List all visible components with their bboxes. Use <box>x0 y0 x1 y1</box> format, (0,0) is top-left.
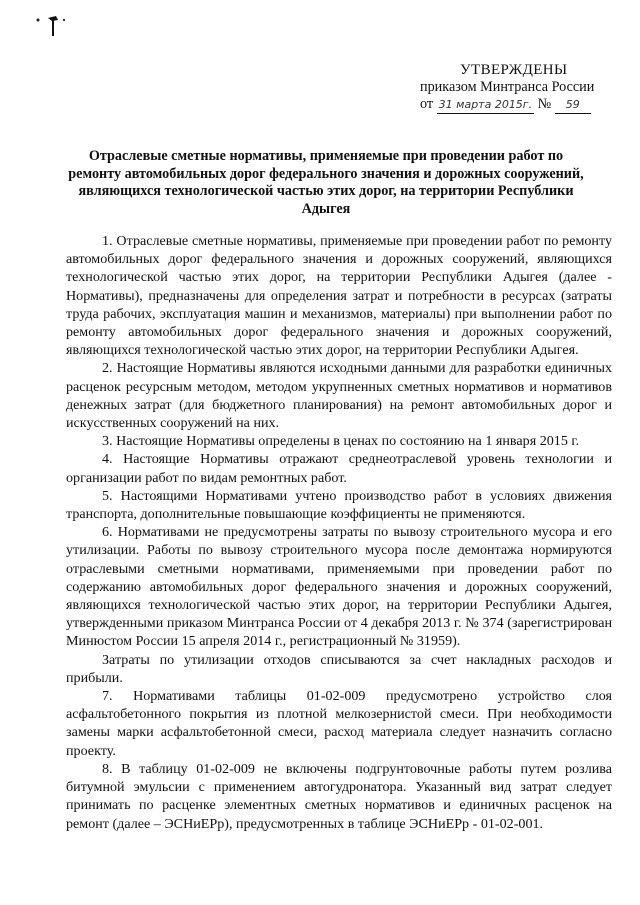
scan-marks <box>34 14 74 44</box>
document-title: Отраслевые сметные нормативы, применяемые при проведении работ по ремонту автомобильных дорог федерального значения и дорожных сооружений, являющихся технологической частью этих дорог, на территории Республики Адыгея <box>68 148 584 217</box>
document-body <box>66 232 612 833</box>
approval-date-line <box>420 96 620 114</box>
scan-mark-icon <box>34 14 74 44</box>
number-prefix: № <box>537 96 552 112</box>
handwritten-number: 59 <box>555 96 591 114</box>
paragraph-6: 6. Нормативами не предусмотрены затраты по вывозу строительного мусора и его утилизации. Работы по вывозу строительного мусора после демонтажа нормируются отраслевыми сметными нормативами, применяемыми при проведении работ по содержанию автомобильных дорог федерального значения и дорожных сооружений, являющихся технологической частью этих дорог, на территории Республики Адыгея, утвержденными приказом Минтранса России от 4 декабря 2013 г. № 374 (зарегистрирован Минюстом России 15 апреля 2014 г., регистрационный № 31959). <box>66 524 612 650</box>
approval-stamp <box>420 62 620 114</box>
paragraph-2: 2. Настоящие Нормативы являются исходными данными для разработки единичных расценок ресурсным методом, методом укрупненных сметных нормативов и нормативов денежных затрат (для бюджетного планирования) на ремонт автомобильных дорог и искусственных сооружений на них. <box>66 360 612 432</box>
date-prefix: от <box>420 96 434 112</box>
paragraph-1: 1. Отраслевые сметные нормативы, применяемые при проведении работ по ремонту автомобильных дорог федерального значения и дорожных сооружений, являющихся технологической частью этих дорог, на территории Республики Адыгея (далее - Нормативы), предназначены для определения затрат и потребности в ресурсах (затраты труда рабочих, эксплуатация машин и механизмов, материалы) при выполнении работ по ремонту автомобильных дорог федерального значения и дорожных сооружений, являющихся технологической частью этих дорог, на территории Республики Адыгея. <box>66 233 612 359</box>
approval-heading: УТВЕРЖДЕНЫ <box>460 62 568 78</box>
paragraph-8: 8. В таблицу 01-02-009 не включены подгрунтовочные работы путем розлива битумной эмульсии с применением автогудронатора. Указанный вид затрат следует принимать по расценке элементных сметных нормативов и единичных расценок на ремонт (далее – ЭСНиЕРр), предусмотренных в таблице ЭСНиЕРр - 01-02-001. <box>66 760 612 832</box>
paragraph-3: 3. Настоящие Нормативы определены в ценах по состоянию на 1 января 2015 г. <box>102 433 580 450</box>
paragraph-6-note: Затраты по утилизации отходов списываются за счет накладных расходов и прибыли. <box>66 651 612 686</box>
paragraph-5: 5. Настоящими Нормативами учтено производство работ в условиях движения транспорта, дополнительные повышающие коэффициенты не применяются. <box>66 487 612 523</box>
approval-line: приказом Минтранса России <box>420 79 595 95</box>
paragraph-4: 4. Настоящие Нормативы отражают среднеотраслевой уровень технологии и организации работ по видам ремонтных работ. <box>66 451 612 486</box>
paragraph-7: 7. Нормативами таблицы 01-02-009 предусмотрено устройство слоя асфальтобетонного покрытия из плотной мелкозернистой смеси. При необходимости замены марки асфальтобетонной смеси, расход материала следует назначить согласно проекту. <box>66 688 612 759</box>
handwritten-date: 31 марта 2015г. <box>437 96 534 114</box>
